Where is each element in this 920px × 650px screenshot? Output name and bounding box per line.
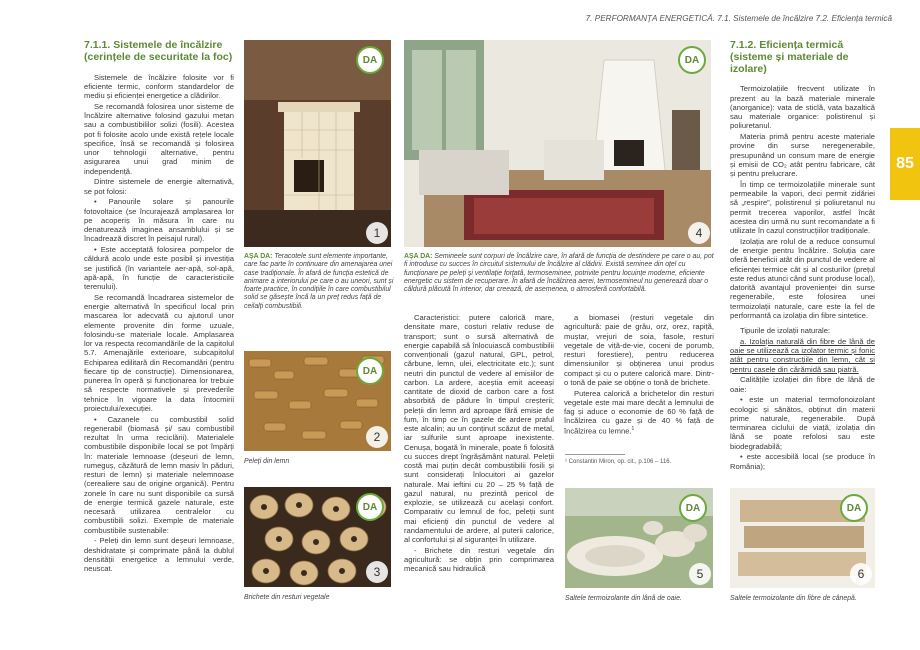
paragraph: Termoizolațiile frecvent utilizate în prezent au la bază materiale minerale (anorganice): vata de sticlă, vata bazaltică sau materiale organice: polistirenul și poliuretanul. <box>730 84 875 131</box>
bullet-item: • Panourile solare și panourile fotovoltaice (se încurajează amplasarea lor pe acoperiș în măsura în care nu denaturează imaginea ansamblului și se încadrează discret în peisajul rural). <box>84 197 234 244</box>
photo-number: 1 <box>366 222 388 244</box>
paragraph: a biomasei (resturi vegetale din agricultură: paie de grâu, orz, orez, rapiță, muștar, vrejuri de soia, fasole, resturi vegetale de viță-de-vie, coceni de porumb, resturi forestiere), pentru reducerea dimensiunilor și obținerea unui produs compact și cu o putere calorică mare. Dintr-o tonă de paie se obține o tonă de brichete. <box>564 313 714 387</box>
paragraph: Calitățile izolației din fibre de lână de oaie: <box>730 375 875 394</box>
paragraph: Izolația are rolul de a reduce consumul de energie pentru încălzire. Soluția care oferă beneficii atât din punctul de vedere al eficienței termice cât și al costurilor (prețul este redus atunci când sunt produse local), datorită avantajul provenienței din surse regenerabile, este folosirea unei termoizolații naturale, care este la fel de performantă ca izolația din fibre sintetice. <box>730 236 875 320</box>
column-briquettes-text <box>564 313 714 437</box>
bullet-item: • este un material termofonoizolant ecologic și sănătos, obținut din materii prime naturale, regenerabile. După terminarea ciclului de viață, izolația din lână se poate refolosi sau este biodegradabilă; <box>730 395 875 451</box>
column-pellets-text <box>404 313 554 575</box>
photo-living-room-fireplace <box>404 40 711 247</box>
photo-number: 5 <box>689 563 711 585</box>
caption-fireplace <box>404 253 714 294</box>
living-room-illustration <box>404 40 711 247</box>
paragraph: a. Izolația naturală din fibre de lână de oaie se utilizează ca izolator termic și fonic atât pentru construcțiile din lemn, cât și pentru casele din cărămidă sau piatră. <box>730 336 875 374</box>
column-heating-systems <box>84 40 234 575</box>
bullet-item: • Cazanele cu combustibil solid regenerabil (biomasă și/ sau combustibil rezultat în urma reciclării). Materialele combustibile disponibile local se pot împărți în: materiale lemnoase (deșeuri de lemn, rumeguș, căzătură de lemn masiv în păduri, resturi de lemn) și materiale nelemnoase (cerealiere sau de origine organică). Pentru zonele în care nu sunt disponibile ca sursă de energie termică gazele naturale, este necesară utilizarea centralelor cu combustibili solizi. Exemple de materiale combustibile sustenabile: <box>84 414 234 535</box>
caption-prefix: AȘA DA: <box>404 253 433 260</box>
caption-text: Teracotele sunt elemente importante, care fac parte în continuare din amenajarea unei case tradiționale. În afară de funcția estetică de animare a interiorului pe care o au uneori, sunt și foarte practice, în condițiile în care combustibilul solid se găsește încă la un preț redus față de ceilalți combustibili. <box>244 253 394 310</box>
paragraph: Sistemele de încălzire folosite vor fi eficiente termic, conform standardelor de mediu și eficienței energetice a clădirilor. <box>84 72 234 100</box>
caption-briquettes: Brichete din resturi vegetale <box>244 594 330 601</box>
paragraph: Caracteristici: putere calorică mare, densitate mare, costuri relativ reduse de transport; sunt o sursă alternativă de energie capabilă să înlocuiască combustibilii convenționali (gazul natural, GPL, petrol, cărbune, lemn, ulei, electricitate etc.); sunt neutri din punctul de vedere al emisiilor de carbon. La ardere, aceștia emit aceeași cantitate de dioxid de carbon care a fost absorbită de pădure în timpul creșterii; peleții din lemn ard aproape fără emisie de fum, în timp ce în gazele de ardere praful este alcalin; au un conținut scăzut de metal, iar sulfurile sunt aproape inexistente. Cenușa, bogată în minerale, poate fi folosită cu succes drept îngrășământ natural. Peleții costă mai puțin decât combustibilii fosili și sunt considerați înlocuitori ai gazelor naturale. Mai ieftini cu 20 – 25 % față de gazul natural, nu prezintă pericol de explozie, se utilizează cu același confort. Comparativ cu lemnul de foc, peleții sunt mai eficienți din punctul de vedere al randamentului de ardere, al puterii calorice, al confortului și al siguranței în utilizare. <box>404 313 554 544</box>
bullet-item: • Este acceptată folosirea pompelor de căldură acolo unde este posibil și investiția se justifică (în variantele aer-apă, sol-apă, apă-apă, în funcție de caracteristicile terenului). <box>84 245 234 291</box>
da-badge: DA <box>356 357 384 385</box>
photo-number: 4 <box>688 222 710 244</box>
caption-pellets: Peleți din lemn <box>244 458 290 465</box>
paragraph: În timp ce termoizolațiile minerale sunt permeabile la vapori, deci permit zidăriei să „respire”, polistirenul și poliuretanul nu permit trecerea vaporilor, astfel încât acestea din urmă nu sunt recomandate a fi utilizate în cazul construcțiilor tradiționale. <box>730 179 875 235</box>
paragraph <box>564 389 714 436</box>
caption-hemp-fibre: Saltele termoizolante din fibre de cânepă. <box>730 595 857 602</box>
da-badge: DA <box>356 493 384 521</box>
paragraph: Materia primă pentru aceste materiale provine din surse neregenerabile, presupunând un consum mare de energie și emisii de CO₂ atât pentru fabricare, cât și pentru prelucrare. <box>730 132 875 178</box>
footnote: ¹ Constantin Miron, op. cit., p.106 – 116. <box>565 459 672 465</box>
da-badge: DA <box>840 494 868 522</box>
column-thermal-efficiency <box>730 40 875 472</box>
paragraph: Se recomandă încadrarea sistemelor de energie alternativă în specificul local prin mascarea lor adecvată cu ajutorul unor elemente provenite din forme uzuale, folosindu-se materiale locale. Amplasarea lor va respecta recomandările de la capitolul 5.7. Amenajările exterioare, subcapitolul Echiparea edilitară din Recomandări (pentru fiecare tip de construcție). Dimensionarea, punerea în operă și funcționarea lor trebuie să respecte normativele și prevederile tehnice în vigoare la data întocmirii proiectului/execuției. <box>84 292 234 413</box>
caption-text: Seminеele sunt corpuri de încălzire care, în afară de funcția de destindere pe care o au, pot fi introduse cu succes în circuitul sistemului de încălzire al clădirii. Există semineе din oțel cu funcționare pe peleți și ventilație forțată, termosemineе, potrivite pentru locuințe moderne, eficiente energetic cu sistem de recuperare. În afară de încălzirea aerei, termoseminеul nu generează doar o căldură plăcută în interior, dar creează, de asemenea, o atmosferă confortabilă. <box>404 253 714 294</box>
footnote-divider <box>565 454 625 455</box>
photo-number: 6 <box>850 563 872 585</box>
da-badge: DA <box>678 46 706 74</box>
paragraph: Dintre sistemele de energie alternativă, se pot folosi: <box>84 177 234 196</box>
page-number-tab: 85 <box>890 128 920 200</box>
caption-stove <box>244 253 394 311</box>
photo-number: 2 <box>366 426 388 448</box>
photo-number: 3 <box>366 561 388 583</box>
paragraph: Tipurile de izolații naturale: <box>740 326 831 335</box>
section-heading-thermal: 7.1.2. Eficiența termică (sisteme și materiale de izolare) <box>730 39 849 75</box>
paragraph-text: Puterea calorică a brichetelor din resturi vegetale este mai mare decât a lemnului de fag și aduce o economie de 60 % față de încălzirea cu gaze și de 40 % față de încălzirea cu lemne. <box>564 388 714 436</box>
paragraph: Se recomandă folosirea unor sisteme de încălzire alternative folosind gazului metan sau a combustibililor solizi (fosili). Acestea pot fi folosite acolo unde există rețele locale specifice, însă se recomandă și folosirea unor tehnologii alternative, pentru asigurarea unui grad minim de independență. <box>84 101 234 176</box>
bullet-item: • este accesibilă local (se produce în România); <box>730 452 875 471</box>
dash-item: - Brichete din resturi vegetale din agricultură: se obțin prin comprimarea mecanică sau hidraulică <box>404 545 554 574</box>
caption-prefix: AȘA DA: <box>244 253 273 260</box>
footnote-ref: 1 <box>631 425 635 432</box>
caption-sheep-wool: Saltele termoizolante din lână de oaie. <box>565 595 682 602</box>
section-heading-heating: 7.1.1. Sistemele de încălzire (cerințele de securitate la foc) <box>84 39 233 63</box>
da-badge: DA <box>679 494 707 522</box>
dash-item: - Peleți din lemn sunt deșeuri lemnoase, deshidratate și comprimate până la dublul densității energetice a lemnului verde, neuscat. <box>84 536 234 573</box>
da-badge: DA <box>356 46 384 74</box>
running-header: 7. PERFORMANȚA ENERGETICĂ. 7.1. Sistemele de încălzire 7.2. Eficiența termică <box>585 14 892 23</box>
